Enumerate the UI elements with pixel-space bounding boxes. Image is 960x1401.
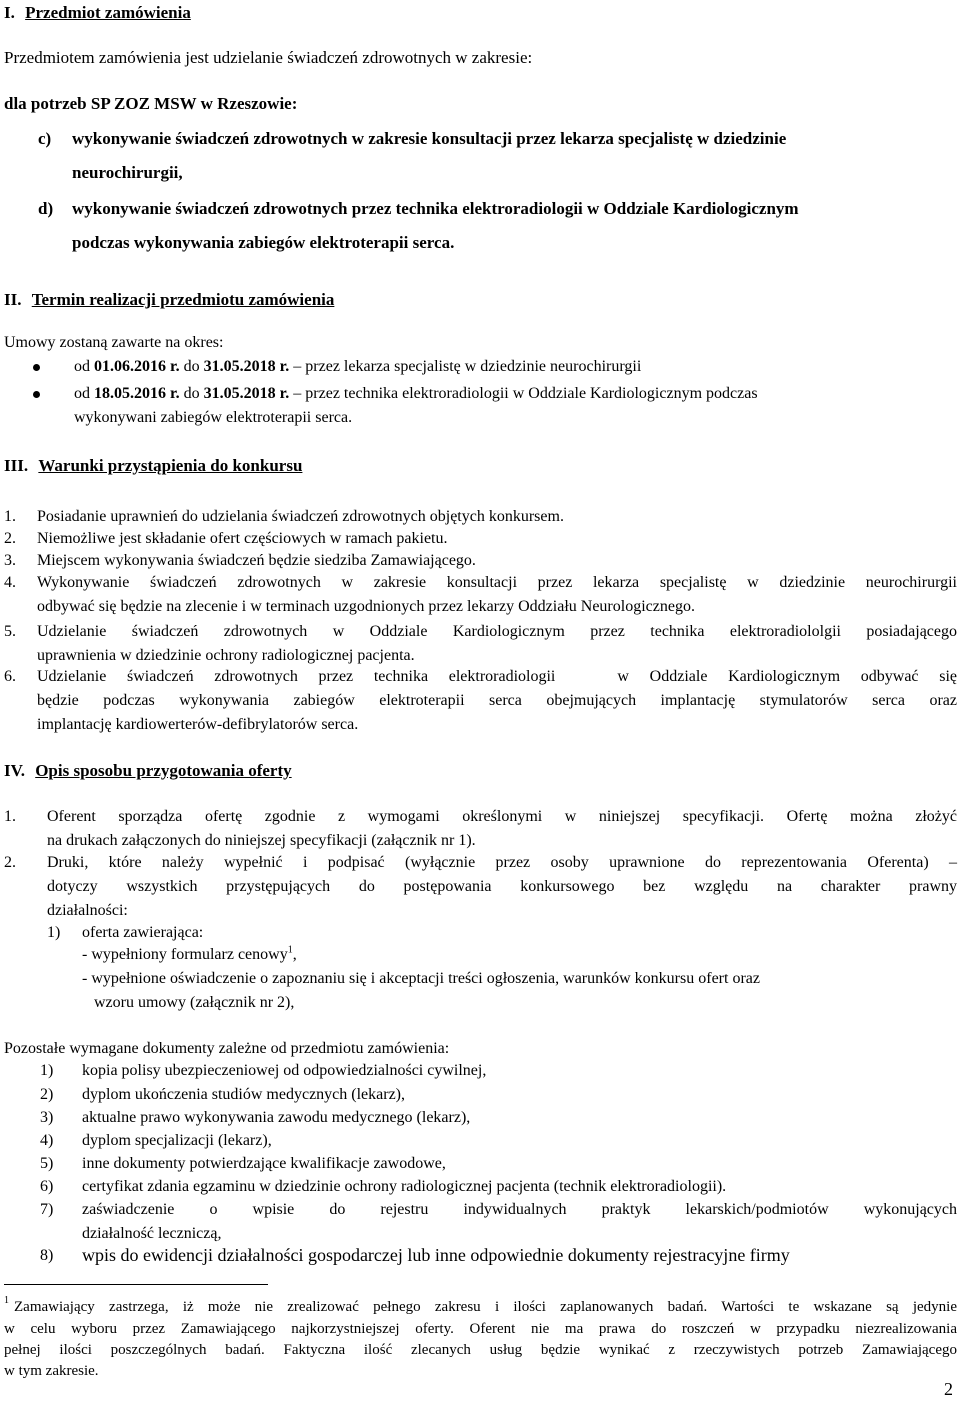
doc-text: działalność leczniczą, [82,1225,222,1242]
section-1-number: I. [4,3,15,22]
condition-text: Udzielanie świadczeń zdrowotnych w Oddziale Kardiologicznym przez technika elektroradiololgii posiadającego [37,623,957,640]
term-od: od [74,358,94,375]
footnote-text: w celu wyboru przez Zamawiającego najkorzystniejszej oferty. Oferent nie ma prawa do roszczeń w przypadku niezrealizowania [4,1321,957,1337]
doc-number: 3) [40,1109,54,1126]
offer-item-number: 2. [4,854,16,871]
doc-text: zaświadczenie o wpisie do rejestru indywidualnych praktyk lekarskich/podmiotów wykonujących [82,1201,957,1218]
term-od: od [74,385,94,402]
condition-text: Posiadanie uprawnień do udzielania świadczeń zdrowotnych objętych konkursem. [37,508,564,525]
item-d-label: d) [38,199,54,218]
term-row-2 [74,384,758,404]
footnote-ref: 1 [287,944,293,956]
term-row-1 [74,357,641,377]
section-2-intro: Umowy zostaną zawarte na okres: [4,334,224,351]
condition-text: uprawnienia w dziedzinie ochrony radiologicznej pacjenta. [37,647,415,664]
other-docs-intro: Pozostałe wymagane dokumenty zależne od przedmiotu zamówienia: [4,1040,450,1057]
offer-item-text: Druki, które należy wypełnić i podpisać (wyłącznie przez osoby uprawnione do reprezentowania Oferenta) – [47,854,957,871]
condition-number: 1. [4,508,16,525]
condition-number: 5. [4,623,16,640]
item-c-line1: wykonywanie świadczeń zdrowotnych w zakresie konsultacji przez lekarza specjalistę w dziedzinie [72,129,787,148]
offer-item-text: Oferent sporządza ofertę zgodnie z wymogami określonymi w niniejszej specyfikacji. Ofertę można złożyć [47,808,957,825]
declaration-line: wzoru umowy (załącznik nr 2), [94,994,295,1011]
doc-text: wpis do ewidencji działalności gospodarczej lub inne odpowiednie dokumenty rejestracyjne firmy [82,1245,790,1265]
doc-text: certyfikat zdania egzaminu w dziedzinie ochrony radiologicznej pacjenta (technik elektroradiologii). [82,1178,727,1195]
item-d-line1: wykonywanie świadczeń zdrowotnych przez technika elektroradiologii w Oddziale Kardiologicznym [72,199,799,218]
section-1-heading [4,2,191,23]
condition-text: Niemożliwe jest składanie ofert częściowych w ramach pakietu. [37,530,448,547]
doc-text: kopia polisy ubezpieczeniowej od odpowiedzialności cywilnej, [82,1062,487,1079]
condition-number: 2. [4,530,16,547]
term-description: – przez technika elektroradiologii w Oddziale Kardiologicznym podczas [289,385,758,402]
condition-number: 6. [4,668,16,685]
doc-number: 2) [40,1086,54,1103]
doc-number: 7) [40,1201,54,1218]
doc-number: 8) [40,1247,54,1264]
term-do: do [179,358,204,375]
condition-text: Miejscem wykonywania świadczeń będzie siedziba Zamawiającego. [37,552,476,569]
section-2-number: II. [4,290,22,309]
item-c-label: c) [38,129,52,148]
price-form-tail: , [292,946,297,963]
section-3-number: III. [4,456,29,475]
term-to-date: 31.05.2018 r. [203,358,290,375]
footnote-separator [4,1284,268,1285]
condition-text: Wykonywanie świadczeń zdrowotnych w zakresie konsultacji przez lekarza specjalistę w dziedzinie neurochirurgii [37,574,957,591]
condition-number: 3. [4,552,16,569]
term-to-date: 31.05.2018 r. [203,385,290,402]
condition-text: Udzielanie świadczeń zdrowotnych przez technika elektroradiologii w Oddziale Kardiologicznym odbywać się [37,668,957,685]
condition-text: odbywać się będzie na zlecenie i w terminach uzgodnionych przez lekarzy Oddziału Neurologicznego. [37,598,695,615]
footnote-text: Zamawiający zastrzega, iż może nie zrealizować pełnego zakresu i ilości zaplanowanych badań. Wartości te wskazane są jedynie [14,1299,957,1315]
section-3-heading [4,455,302,476]
bullet-icon [33,391,40,398]
doc-text: dyplom ukończenia studiów medycznych (lekarz), [82,1086,405,1103]
doc-number: 5) [40,1155,54,1172]
doc-text: dyplom specjalizacji (lekarz), [82,1132,272,1149]
doc-number: 6) [40,1178,54,1195]
term-do: do [179,385,204,402]
offer-item-text: dotyczy wszystkich przystępujących do postępowania konkursowego bez względu na charakter prawny [47,878,957,895]
term-row-2-continuation: wykonywani zabiegów elektroterapii serca. [74,409,353,426]
price-form-text: - wypełniony formularz cenowy [82,946,288,963]
offer-item-text: na drukach załączonych do niniejszej specyfikacji (załącznik nr 1). [47,832,476,849]
section-4-heading [4,760,292,781]
term-from-date: 01.06.2016 r. [94,358,180,375]
footnote-text: pełnej ilości poszczególnych badań. Faktyczna ilość zlecanych usług będzie wynikać z rzeczywistych potrzeb Zamawiającego [4,1342,957,1358]
section-4-title: Opis sposobu przygotowania oferty [35,761,292,780]
condition-text: implantację kardiowerterów-defibrylatorów serca. [37,716,359,733]
condition-number: 4. [4,574,16,591]
item-c-line2: neurochirurgii, [72,163,183,182]
page-number: 2 [944,1379,953,1399]
term-description: – przez lekarza specjalistę w dziedzinie neurochirurgii [289,358,642,375]
item-d-line2: podczas wykonywania zabiegów elektroterapii serca. [72,233,455,252]
section-1-for-whom: dla potrzeb SP ZOZ MSW w Rzeszowie: [4,94,298,113]
section-4-number: IV. [4,761,25,780]
footnote-text: w tym zakresie. [4,1363,99,1379]
section-3-title: Warunki przystąpienia do konkursu [38,456,303,475]
declaration-line: - wypełnione oświadczenie o zapoznaniu się i akceptacji treści ogłoszenia, warunków konkursu ofert oraz [82,970,760,987]
doc-number: 1) [40,1062,54,1079]
section-1-title: Przedmiot zamówienia [25,3,191,22]
doc-text: aktualne prawo wykonywania zawodu medycznego (lekarz), [82,1109,471,1126]
condition-text: będzie podczas wykonywania zabiegów elektroterapii serca obejmujących implantację stymulatorów serca oraz [37,692,957,709]
offer-item-number: 1. [4,808,16,825]
offer-item-text: działalności: [47,902,128,919]
footnote-mark: 1 [4,1295,9,1306]
bullet-icon [33,364,40,371]
doc-number: 4) [40,1132,54,1149]
offer-sub-text: oferta zawierająca: [82,924,204,941]
doc-text: inne dokumenty potwierdzające kwalifikacje zawodowe, [82,1155,446,1172]
section-2-title: Termin realizacji przedmiotu zamówienia [31,290,335,309]
price-form-line [82,945,297,965]
section-1-intro: Przedmiotem zamówienia jest udzielanie świadczeń zdrowotnych w zakresie: [4,48,533,67]
section-2-heading [4,289,334,310]
offer-sub-number: 1) [47,924,61,941]
term-from-date: 18.05.2016 r. [94,385,180,402]
